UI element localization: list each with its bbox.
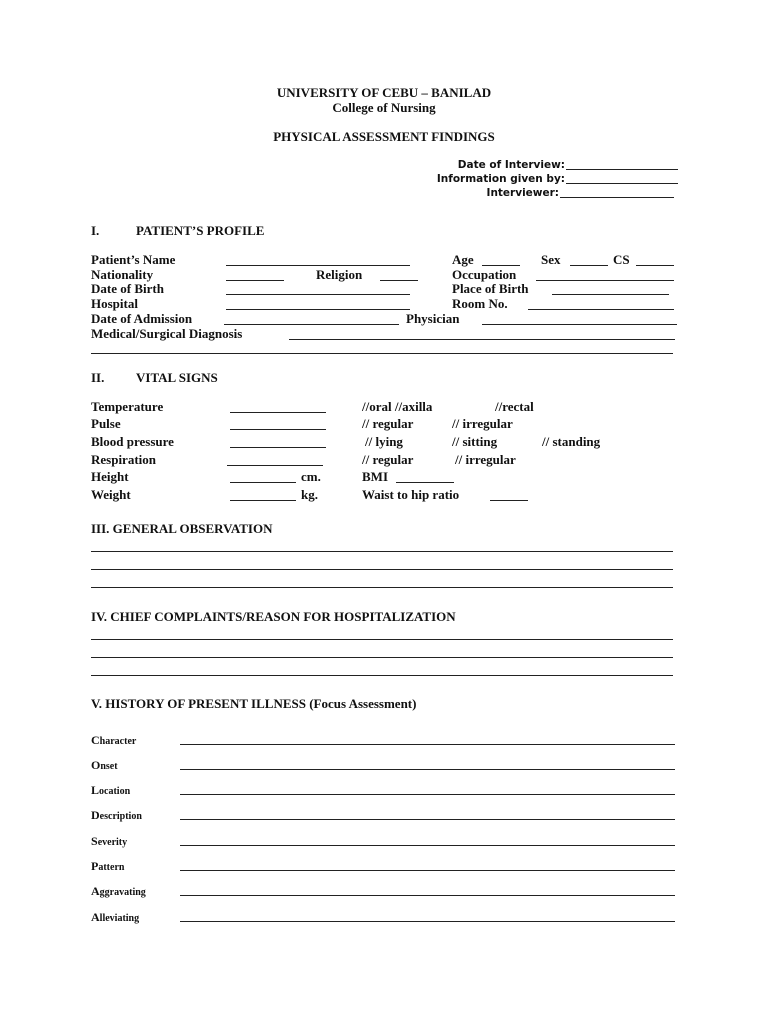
- religion-field[interactable]: [380, 280, 418, 281]
- chief-complaints-line-1[interactable]: [91, 639, 673, 640]
- respiration-label: Respiration: [91, 452, 156, 467]
- weight-label: Weight: [91, 487, 131, 502]
- temp-oral-axilla-option[interactable]: //oral //axilla: [362, 399, 433, 414]
- patients-name-field[interactable]: [226, 265, 410, 266]
- general-observation-line-1[interactable]: [91, 551, 673, 552]
- weight-unit: kg.: [301, 487, 318, 502]
- height-label: Height: [91, 469, 129, 484]
- section-1-number: I.: [91, 223, 100, 238]
- description-label: Description: [91, 808, 142, 822]
- bmi-field[interactable]: [396, 482, 454, 483]
- character-label: Character: [91, 733, 137, 747]
- form-title: PHYSICAL ASSESSMENT FINDINGS: [273, 129, 495, 144]
- severity-label: Severity: [91, 834, 128, 848]
- place-of-birth-label: Place of Birth: [452, 281, 529, 296]
- onset-field[interactable]: [180, 769, 675, 770]
- section-1-title: PATIENT’S PROFILE: [136, 223, 265, 238]
- physician-field[interactable]: [482, 324, 677, 325]
- waist-to-hip-label: Waist to hip ratio: [362, 487, 460, 502]
- location-label: Location: [91, 783, 131, 797]
- information-given-by-label: Information given by:: [436, 173, 565, 185]
- pulse-label: Pulse: [91, 416, 121, 431]
- bp-lying-option[interactable]: // lying: [365, 434, 403, 449]
- age-field[interactable]: [482, 265, 520, 266]
- college-name: College of Nursing: [332, 100, 436, 115]
- sex-label: Sex: [541, 252, 561, 267]
- cs-field[interactable]: [636, 265, 674, 266]
- pulse-irregular-option[interactable]: // irregular: [452, 416, 513, 431]
- section-5-title: V. HISTORY OF PRESENT ILLNESS (Focus Assessment): [91, 696, 417, 711]
- resp-regular-option[interactable]: // regular: [362, 452, 414, 467]
- physician-label: Physician: [406, 311, 460, 326]
- chief-complaints-line-2[interactable]: [91, 657, 673, 658]
- severity-field[interactable]: [180, 845, 675, 846]
- description-field[interactable]: [180, 819, 675, 820]
- bmi-label: BMI: [362, 469, 388, 484]
- hospital-field[interactable]: [226, 309, 410, 310]
- patients-name-label: Patient’s Name: [91, 252, 176, 267]
- information-given-by-field[interactable]: [566, 183, 678, 184]
- university-name: UNIVERSITY OF CEBU – BANILAD: [276, 85, 492, 100]
- room-no-label: Room No.: [452, 296, 508, 311]
- general-observation-line-3[interactable]: [91, 587, 673, 588]
- nationality-field[interactable]: [226, 280, 284, 281]
- alleviating-field[interactable]: [180, 921, 675, 922]
- diagnosis-field-continuation[interactable]: [91, 353, 673, 354]
- section-4-title: IV. CHIEF COMPLAINTS/REASON FOR HOSPITALIZATION: [91, 609, 456, 624]
- temp-rectal-option[interactable]: //rectal: [495, 399, 534, 414]
- section-2-number: II.: [91, 370, 105, 385]
- occupation-label: Occupation: [452, 267, 517, 282]
- height-field[interactable]: [230, 482, 296, 483]
- place-of-birth-field[interactable]: [552, 294, 669, 295]
- bp-sitting-option[interactable]: // sitting: [452, 434, 498, 449]
- pattern-label: Pattern: [91, 859, 125, 873]
- date-of-admission-field[interactable]: [224, 324, 399, 325]
- sex-field[interactable]: [570, 265, 608, 266]
- waist-to-hip-field[interactable]: [490, 500, 528, 501]
- diagnosis-field[interactable]: [289, 339, 675, 340]
- date-of-interview-label: Date of Interview:: [457, 159, 565, 171]
- date-of-birth-label: Date of Birth: [91, 281, 164, 296]
- aggravating-field[interactable]: [180, 895, 675, 896]
- onset-label: Onset: [91, 758, 118, 772]
- blood-pressure-label: Blood pressure: [91, 434, 174, 449]
- date-of-birth-field[interactable]: [226, 294, 410, 295]
- religion-label: Religion: [316, 267, 363, 282]
- cs-label: CS: [613, 252, 630, 267]
- date-of-admission-label: Date of Admission: [91, 311, 193, 326]
- pattern-field[interactable]: [180, 870, 675, 871]
- general-observation-line-2[interactable]: [91, 569, 673, 570]
- chief-complaints-line-3[interactable]: [91, 675, 673, 676]
- room-no-field[interactable]: [528, 309, 674, 310]
- pulse-regular-option[interactable]: // regular: [362, 416, 414, 431]
- interviewer-label: Interviewer:: [486, 187, 559, 199]
- temperature-field[interactable]: [230, 412, 326, 413]
- temperature-label: Temperature: [91, 399, 164, 414]
- respiration-field[interactable]: [227, 465, 323, 466]
- aggravating-label: Aggravating: [91, 884, 146, 898]
- blood-pressure-field[interactable]: [230, 447, 326, 448]
- character-field[interactable]: [180, 744, 675, 745]
- location-field[interactable]: [180, 794, 675, 795]
- height-unit: cm.: [301, 469, 321, 484]
- age-label: Age: [452, 252, 474, 267]
- section-2-title: VITAL SIGNS: [136, 370, 218, 385]
- hospital-label: Hospital: [91, 296, 138, 311]
- date-of-interview-field[interactable]: [566, 169, 678, 170]
- alleviating-label: Alleviating: [91, 910, 140, 924]
- interviewer-field[interactable]: [560, 197, 674, 198]
- occupation-field[interactable]: [536, 280, 674, 281]
- nationality-label: Nationality: [91, 267, 154, 282]
- section-3-title: III. GENERAL OBSERVATION: [91, 521, 273, 536]
- weight-field[interactable]: [230, 500, 296, 501]
- bp-standing-option[interactable]: // standing: [542, 434, 601, 449]
- diagnosis-label: Medical/Surgical Diagnosis: [91, 326, 243, 341]
- pulse-field[interactable]: [230, 429, 326, 430]
- resp-irregular-option[interactable]: // irregular: [455, 452, 516, 467]
